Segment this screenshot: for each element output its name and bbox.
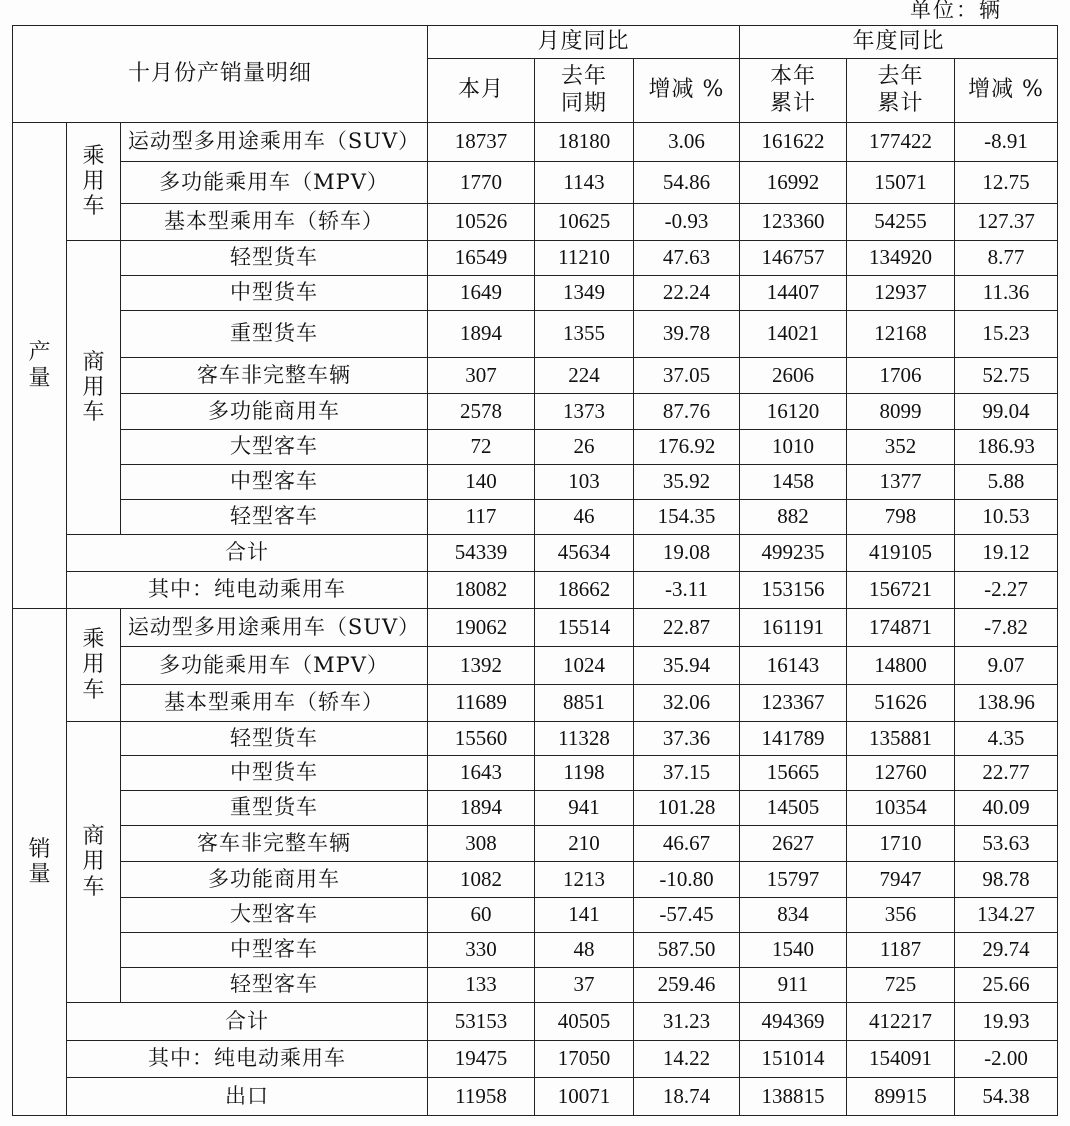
value-cell: 60 bbox=[428, 898, 535, 933]
value-cell: 14407 bbox=[740, 276, 847, 311]
monthly-group-header: 月度同比 bbox=[428, 26, 740, 59]
value-cell: 156721 bbox=[847, 572, 955, 609]
total-row-label: 合计 bbox=[67, 1003, 428, 1041]
value-cell: 117 bbox=[428, 500, 535, 535]
production-section-label: 产 量 bbox=[13, 123, 67, 609]
passenger-car-label: 乘 用 车 bbox=[67, 609, 121, 722]
value-cell: 1143 bbox=[535, 162, 634, 204]
value-cell: 1082 bbox=[428, 862, 535, 898]
value-cell: 51626 bbox=[847, 685, 955, 722]
value-cell: 14800 bbox=[847, 647, 955, 685]
value-cell: 161191 bbox=[740, 609, 847, 647]
table-row bbox=[13, 609, 1058, 647]
table-row bbox=[13, 26, 1058, 59]
table-row bbox=[13, 465, 1058, 500]
value-cell: 10625 bbox=[535, 204, 634, 241]
value-cell: 135881 bbox=[847, 722, 955, 756]
value-cell: 19.12 bbox=[955, 535, 1058, 572]
annual-group-header: 年度同比 bbox=[740, 26, 1058, 59]
value-cell: 99.04 bbox=[955, 394, 1058, 430]
value-cell: 499235 bbox=[740, 535, 847, 572]
table-row bbox=[13, 500, 1058, 535]
value-cell: 154.35 bbox=[634, 500, 740, 535]
table-row bbox=[13, 1078, 1058, 1116]
value-cell: 15665 bbox=[740, 756, 847, 791]
value-cell: 16549 bbox=[428, 241, 535, 276]
value-cell: -7.82 bbox=[955, 609, 1058, 647]
export-row-label: 出口 bbox=[67, 1078, 428, 1116]
value-cell: 161622 bbox=[740, 123, 847, 162]
value-cell: 14.22 bbox=[634, 1041, 740, 1078]
value-cell: 12168 bbox=[847, 311, 955, 358]
value-cell: 53153 bbox=[428, 1003, 535, 1041]
value-cell: 17050 bbox=[535, 1041, 634, 1078]
value-cell: 35.94 bbox=[634, 647, 740, 685]
value-cell: -0.93 bbox=[634, 204, 740, 241]
commercial-vehicle-label: 商 用 车 bbox=[67, 722, 121, 1003]
value-cell: 15514 bbox=[535, 609, 634, 647]
value-cell: 22.24 bbox=[634, 276, 740, 311]
value-cell: 1894 bbox=[428, 791, 535, 826]
value-cell: 8851 bbox=[535, 685, 634, 722]
value-cell: 37.15 bbox=[634, 756, 740, 791]
value-cell: 1710 bbox=[847, 826, 955, 862]
value-cell: 3.06 bbox=[634, 123, 740, 162]
value-cell: 15071 bbox=[847, 162, 955, 204]
column-header: 去年 累计 bbox=[847, 59, 955, 123]
value-cell: 19.08 bbox=[634, 535, 740, 572]
value-cell: 138815 bbox=[740, 1078, 847, 1116]
value-cell: 151014 bbox=[740, 1041, 847, 1078]
table-row bbox=[13, 968, 1058, 1003]
value-cell: 1024 bbox=[535, 647, 634, 685]
table-row bbox=[13, 311, 1058, 358]
row-label: 重型货车 bbox=[121, 791, 428, 826]
column-header: 增减 % bbox=[955, 59, 1058, 123]
value-cell: 412217 bbox=[847, 1003, 955, 1041]
value-cell: 210 bbox=[535, 826, 634, 862]
table-row bbox=[13, 430, 1058, 465]
value-cell: 176.92 bbox=[634, 430, 740, 465]
value-cell: 31.23 bbox=[634, 1003, 740, 1041]
ev-row-label: 其中：纯电动乘用车 bbox=[67, 1041, 428, 1078]
value-cell: 882 bbox=[740, 500, 847, 535]
value-cell: 834 bbox=[740, 898, 847, 933]
value-cell: 330 bbox=[428, 933, 535, 968]
value-cell: 1649 bbox=[428, 276, 535, 311]
table-row bbox=[13, 572, 1058, 609]
value-cell: 224 bbox=[535, 358, 634, 394]
value-cell: 352 bbox=[847, 430, 955, 465]
table-row bbox=[13, 358, 1058, 394]
value-cell: -2.00 bbox=[955, 1041, 1058, 1078]
value-cell: 154091 bbox=[847, 1041, 955, 1078]
table-row bbox=[13, 276, 1058, 311]
value-cell: 133 bbox=[428, 968, 535, 1003]
value-cell: -10.80 bbox=[634, 862, 740, 898]
value-cell: 48 bbox=[535, 933, 634, 968]
value-cell: 37.05 bbox=[634, 358, 740, 394]
unit-label: 单位：辆 bbox=[910, 0, 1002, 22]
value-cell: 53.63 bbox=[955, 826, 1058, 862]
value-cell: 18.74 bbox=[634, 1078, 740, 1116]
value-cell: 22.77 bbox=[955, 756, 1058, 791]
value-cell: 1187 bbox=[847, 933, 955, 968]
row-label: 中型货车 bbox=[121, 756, 428, 791]
value-cell: 1355 bbox=[535, 311, 634, 358]
row-label: 多功能商用车 bbox=[121, 394, 428, 430]
value-cell: 8.77 bbox=[955, 241, 1058, 276]
value-cell: 26 bbox=[535, 430, 634, 465]
column-header: 本年 累计 bbox=[740, 59, 847, 123]
value-cell: 911 bbox=[740, 968, 847, 1003]
value-cell: 123360 bbox=[740, 204, 847, 241]
value-cell: 1894 bbox=[428, 311, 535, 358]
table-row bbox=[13, 123, 1058, 162]
value-cell: 153156 bbox=[740, 572, 847, 609]
value-cell: 15797 bbox=[740, 862, 847, 898]
value-cell: 2578 bbox=[428, 394, 535, 430]
row-label: 客车非完整车辆 bbox=[121, 826, 428, 862]
row-label: 运动型多用途乘用车（SUV） bbox=[121, 123, 428, 162]
value-cell: 10526 bbox=[428, 204, 535, 241]
value-cell: 1458 bbox=[740, 465, 847, 500]
table-row bbox=[13, 241, 1058, 276]
value-cell: 127.37 bbox=[955, 204, 1058, 241]
value-cell: 37.36 bbox=[634, 722, 740, 756]
value-cell: 5.88 bbox=[955, 465, 1058, 500]
column-header: 去年 同期 bbox=[535, 59, 634, 123]
row-label: 中型货车 bbox=[121, 276, 428, 311]
value-cell: 12.75 bbox=[955, 162, 1058, 204]
value-cell: 134920 bbox=[847, 241, 955, 276]
value-cell: 16120 bbox=[740, 394, 847, 430]
value-cell: 1373 bbox=[535, 394, 634, 430]
row-label: 基本型乘用车（轿车） bbox=[121, 685, 428, 722]
row-label: 中型客车 bbox=[121, 933, 428, 968]
passenger-car-label: 乘 用 车 bbox=[67, 123, 121, 241]
value-cell: 123367 bbox=[740, 685, 847, 722]
row-label: 轻型货车 bbox=[121, 722, 428, 756]
value-cell: 941 bbox=[535, 791, 634, 826]
value-cell: 186.93 bbox=[955, 430, 1058, 465]
value-cell: 1643 bbox=[428, 756, 535, 791]
value-cell: 46.67 bbox=[634, 826, 740, 862]
value-cell: 18737 bbox=[428, 123, 535, 162]
value-cell: 1392 bbox=[428, 647, 535, 685]
row-label: 轻型货车 bbox=[121, 241, 428, 276]
table-row bbox=[13, 756, 1058, 791]
value-cell: 16143 bbox=[740, 647, 847, 685]
value-cell: 40.09 bbox=[955, 791, 1058, 826]
production-sales-table bbox=[12, 25, 1058, 1116]
column-header: 本月 bbox=[428, 59, 535, 123]
table-row bbox=[13, 791, 1058, 826]
table-row bbox=[13, 1003, 1058, 1041]
value-cell: 2606 bbox=[740, 358, 847, 394]
value-cell: 134.27 bbox=[955, 898, 1058, 933]
value-cell: 146757 bbox=[740, 241, 847, 276]
table-row bbox=[13, 898, 1058, 933]
row-label: 轻型客车 bbox=[121, 968, 428, 1003]
value-cell: 587.50 bbox=[634, 933, 740, 968]
row-label: 重型货车 bbox=[121, 311, 428, 358]
value-cell: 16992 bbox=[740, 162, 847, 204]
table-row bbox=[13, 826, 1058, 862]
value-cell: 54.86 bbox=[634, 162, 740, 204]
value-cell: 1198 bbox=[535, 756, 634, 791]
value-cell: 54255 bbox=[847, 204, 955, 241]
table-row bbox=[13, 722, 1058, 756]
value-cell: 101.28 bbox=[634, 791, 740, 826]
value-cell: 8099 bbox=[847, 394, 955, 430]
value-cell: 10354 bbox=[847, 791, 955, 826]
value-cell: 138.96 bbox=[955, 685, 1058, 722]
table-row bbox=[13, 204, 1058, 241]
row-label: 运动型多用途乘用车（SUV） bbox=[121, 609, 428, 647]
value-cell: 47.63 bbox=[634, 241, 740, 276]
value-cell: 10.53 bbox=[955, 500, 1058, 535]
value-cell: 2627 bbox=[740, 826, 847, 862]
value-cell: 37 bbox=[535, 968, 634, 1003]
value-cell: 40505 bbox=[535, 1003, 634, 1041]
value-cell: 87.76 bbox=[634, 394, 740, 430]
table-row bbox=[13, 1041, 1058, 1078]
value-cell: 46 bbox=[535, 500, 634, 535]
value-cell: 419105 bbox=[847, 535, 955, 572]
value-cell: 1706 bbox=[847, 358, 955, 394]
row-label: 基本型乘用车（轿车） bbox=[121, 204, 428, 241]
value-cell: 22.87 bbox=[634, 609, 740, 647]
column-header: 增减 % bbox=[634, 59, 740, 123]
value-cell: 14505 bbox=[740, 791, 847, 826]
value-cell: 19475 bbox=[428, 1041, 535, 1078]
table-row bbox=[13, 933, 1058, 968]
table-row bbox=[13, 862, 1058, 898]
value-cell: 45634 bbox=[535, 535, 634, 572]
value-cell: 18662 bbox=[535, 572, 634, 609]
value-cell: 12760 bbox=[847, 756, 955, 791]
value-cell: 1213 bbox=[535, 862, 634, 898]
value-cell: -8.91 bbox=[955, 123, 1058, 162]
value-cell: -3.11 bbox=[634, 572, 740, 609]
table-row bbox=[13, 162, 1058, 204]
commercial-vehicle-label: 商 用 车 bbox=[67, 241, 121, 535]
value-cell: 11328 bbox=[535, 722, 634, 756]
table-body bbox=[13, 26, 1058, 1116]
value-cell: 7947 bbox=[847, 862, 955, 898]
value-cell: 141789 bbox=[740, 722, 847, 756]
value-cell: 18180 bbox=[535, 123, 634, 162]
ev-row-label: 其中：纯电动乘用车 bbox=[67, 572, 428, 609]
value-cell: 356 bbox=[847, 898, 955, 933]
value-cell: 308 bbox=[428, 826, 535, 862]
value-cell: 1010 bbox=[740, 430, 847, 465]
value-cell: 103 bbox=[535, 465, 634, 500]
value-cell: 11.36 bbox=[955, 276, 1058, 311]
value-cell: 140 bbox=[428, 465, 535, 500]
value-cell: 259.46 bbox=[634, 968, 740, 1003]
row-label: 中型客车 bbox=[121, 465, 428, 500]
value-cell: 39.78 bbox=[634, 311, 740, 358]
row-label: 多功能乘用车（MPV） bbox=[121, 162, 428, 204]
row-label: 大型客车 bbox=[121, 430, 428, 465]
table-row bbox=[13, 647, 1058, 685]
total-row-label: 合计 bbox=[67, 535, 428, 572]
row-label: 多功能商用车 bbox=[121, 862, 428, 898]
value-cell: 35.92 bbox=[634, 465, 740, 500]
value-cell: 725 bbox=[847, 968, 955, 1003]
table-row bbox=[13, 394, 1058, 430]
value-cell: 11958 bbox=[428, 1078, 535, 1116]
value-cell: 19062 bbox=[428, 609, 535, 647]
value-cell: 10071 bbox=[535, 1078, 634, 1116]
row-label: 客车非完整车辆 bbox=[121, 358, 428, 394]
value-cell: 174871 bbox=[847, 609, 955, 647]
value-cell: 72 bbox=[428, 430, 535, 465]
value-cell: 15.23 bbox=[955, 311, 1058, 358]
value-cell: 1540 bbox=[740, 933, 847, 968]
value-cell: 15560 bbox=[428, 722, 535, 756]
value-cell: 11689 bbox=[428, 685, 535, 722]
table-title: 十月份产销量明细 bbox=[13, 26, 428, 123]
value-cell: 177422 bbox=[847, 123, 955, 162]
value-cell: 798 bbox=[847, 500, 955, 535]
value-cell: 89915 bbox=[847, 1078, 955, 1116]
value-cell: 4.35 bbox=[955, 722, 1058, 756]
value-cell: 1770 bbox=[428, 162, 535, 204]
table-row bbox=[13, 685, 1058, 722]
value-cell: 29.74 bbox=[955, 933, 1058, 968]
value-cell: 54339 bbox=[428, 535, 535, 572]
value-cell: 307 bbox=[428, 358, 535, 394]
value-cell: -57.45 bbox=[634, 898, 740, 933]
table-row bbox=[13, 535, 1058, 572]
value-cell: 9.07 bbox=[955, 647, 1058, 685]
value-cell: 1349 bbox=[535, 276, 634, 311]
value-cell: -2.27 bbox=[955, 572, 1058, 609]
value-cell: 12937 bbox=[847, 276, 955, 311]
value-cell: 19.93 bbox=[955, 1003, 1058, 1041]
value-cell: 14021 bbox=[740, 311, 847, 358]
value-cell: 18082 bbox=[428, 572, 535, 609]
value-cell: 32.06 bbox=[634, 685, 740, 722]
sales-section-label: 销 量 bbox=[13, 609, 67, 1116]
value-cell: 1377 bbox=[847, 465, 955, 500]
value-cell: 98.78 bbox=[955, 862, 1058, 898]
value-cell: 25.66 bbox=[955, 968, 1058, 1003]
value-cell: 494369 bbox=[740, 1003, 847, 1041]
row-label: 轻型客车 bbox=[121, 500, 428, 535]
value-cell: 54.38 bbox=[955, 1078, 1058, 1116]
value-cell: 141 bbox=[535, 898, 634, 933]
row-label: 多功能乘用车（MPV） bbox=[121, 647, 428, 685]
value-cell: 11210 bbox=[535, 241, 634, 276]
value-cell: 52.75 bbox=[955, 358, 1058, 394]
row-label: 大型客车 bbox=[121, 898, 428, 933]
